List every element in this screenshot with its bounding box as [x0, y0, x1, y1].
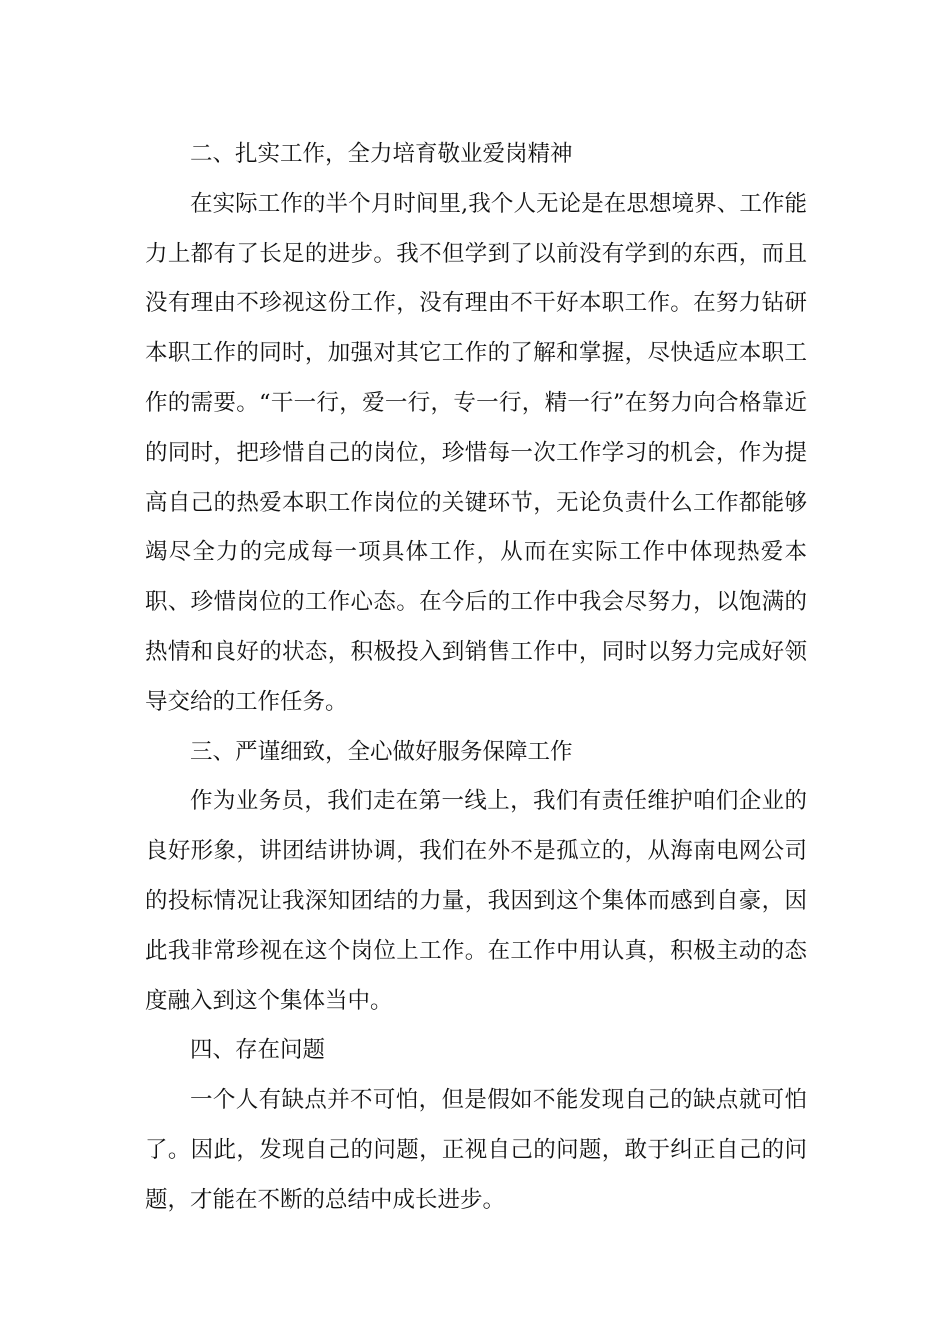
section-paragraph-3: 作为业务员，我们走在第一线上，我们有责任维护咱们企业的良好形象，讲团结讲协调，我们在外不是孤立的，从海南电网公司的投标情况让我深知团结的力量，我因到这个集体而感到自豪，因此我非常珍视在这个岗位上工作。在工作中用认真，积极主动的态度融入到这个集体当中。 — [145, 788, 807, 1014]
section-heading-3: 三、严谨细致，全心做好服务保障工作 — [190, 738, 573, 765]
section-paragraph-2: 在实际工作的半个月时间里,我个人无论是在思想境界、工作能力上都有了长足的进步。我不但学到了以前没有学到的东西，而且没有理由不珍视这份工作，没有理由不干好本职工作。在努力钻研本职工作的同时，加强对其它工作的了解和掌握，尽快适应本职工作的需要。“干一行，爱一行，专一行，精一行”在努力向合格靠近的同时，把珍惜自己的岗位，珍惜每一次工作学习的机会，作为提高自己的热爱本职工作岗位的关键环节，无论负责什么工作都能够竭尽全力的完成每一项具体工作，从而在实际工作中体现热爱本职、珍惜岗位的工作心态。在今后的工作中我会尽努力，以饱满的热情和良好的状态，积极投入到销售工作中，同时以努力完成好领导交给的工作任务。 — [145, 190, 807, 715]
document-body — [145, 130, 807, 1226]
section-paragraph-4: 一个人有缺点并不可怕，但是假如不能发现自己的缺点就可怕了。因此，发现自己的问题，正视自己的问题，敢于纠正自己的问题，才能在不断的总结中成长进步。 — [145, 1087, 807, 1213]
section-heading-4: 四、存在问题 — [190, 1037, 326, 1064]
section-heading-2: 二、扎实工作，全力培育敬业爱岗精神 — [190, 141, 573, 167]
